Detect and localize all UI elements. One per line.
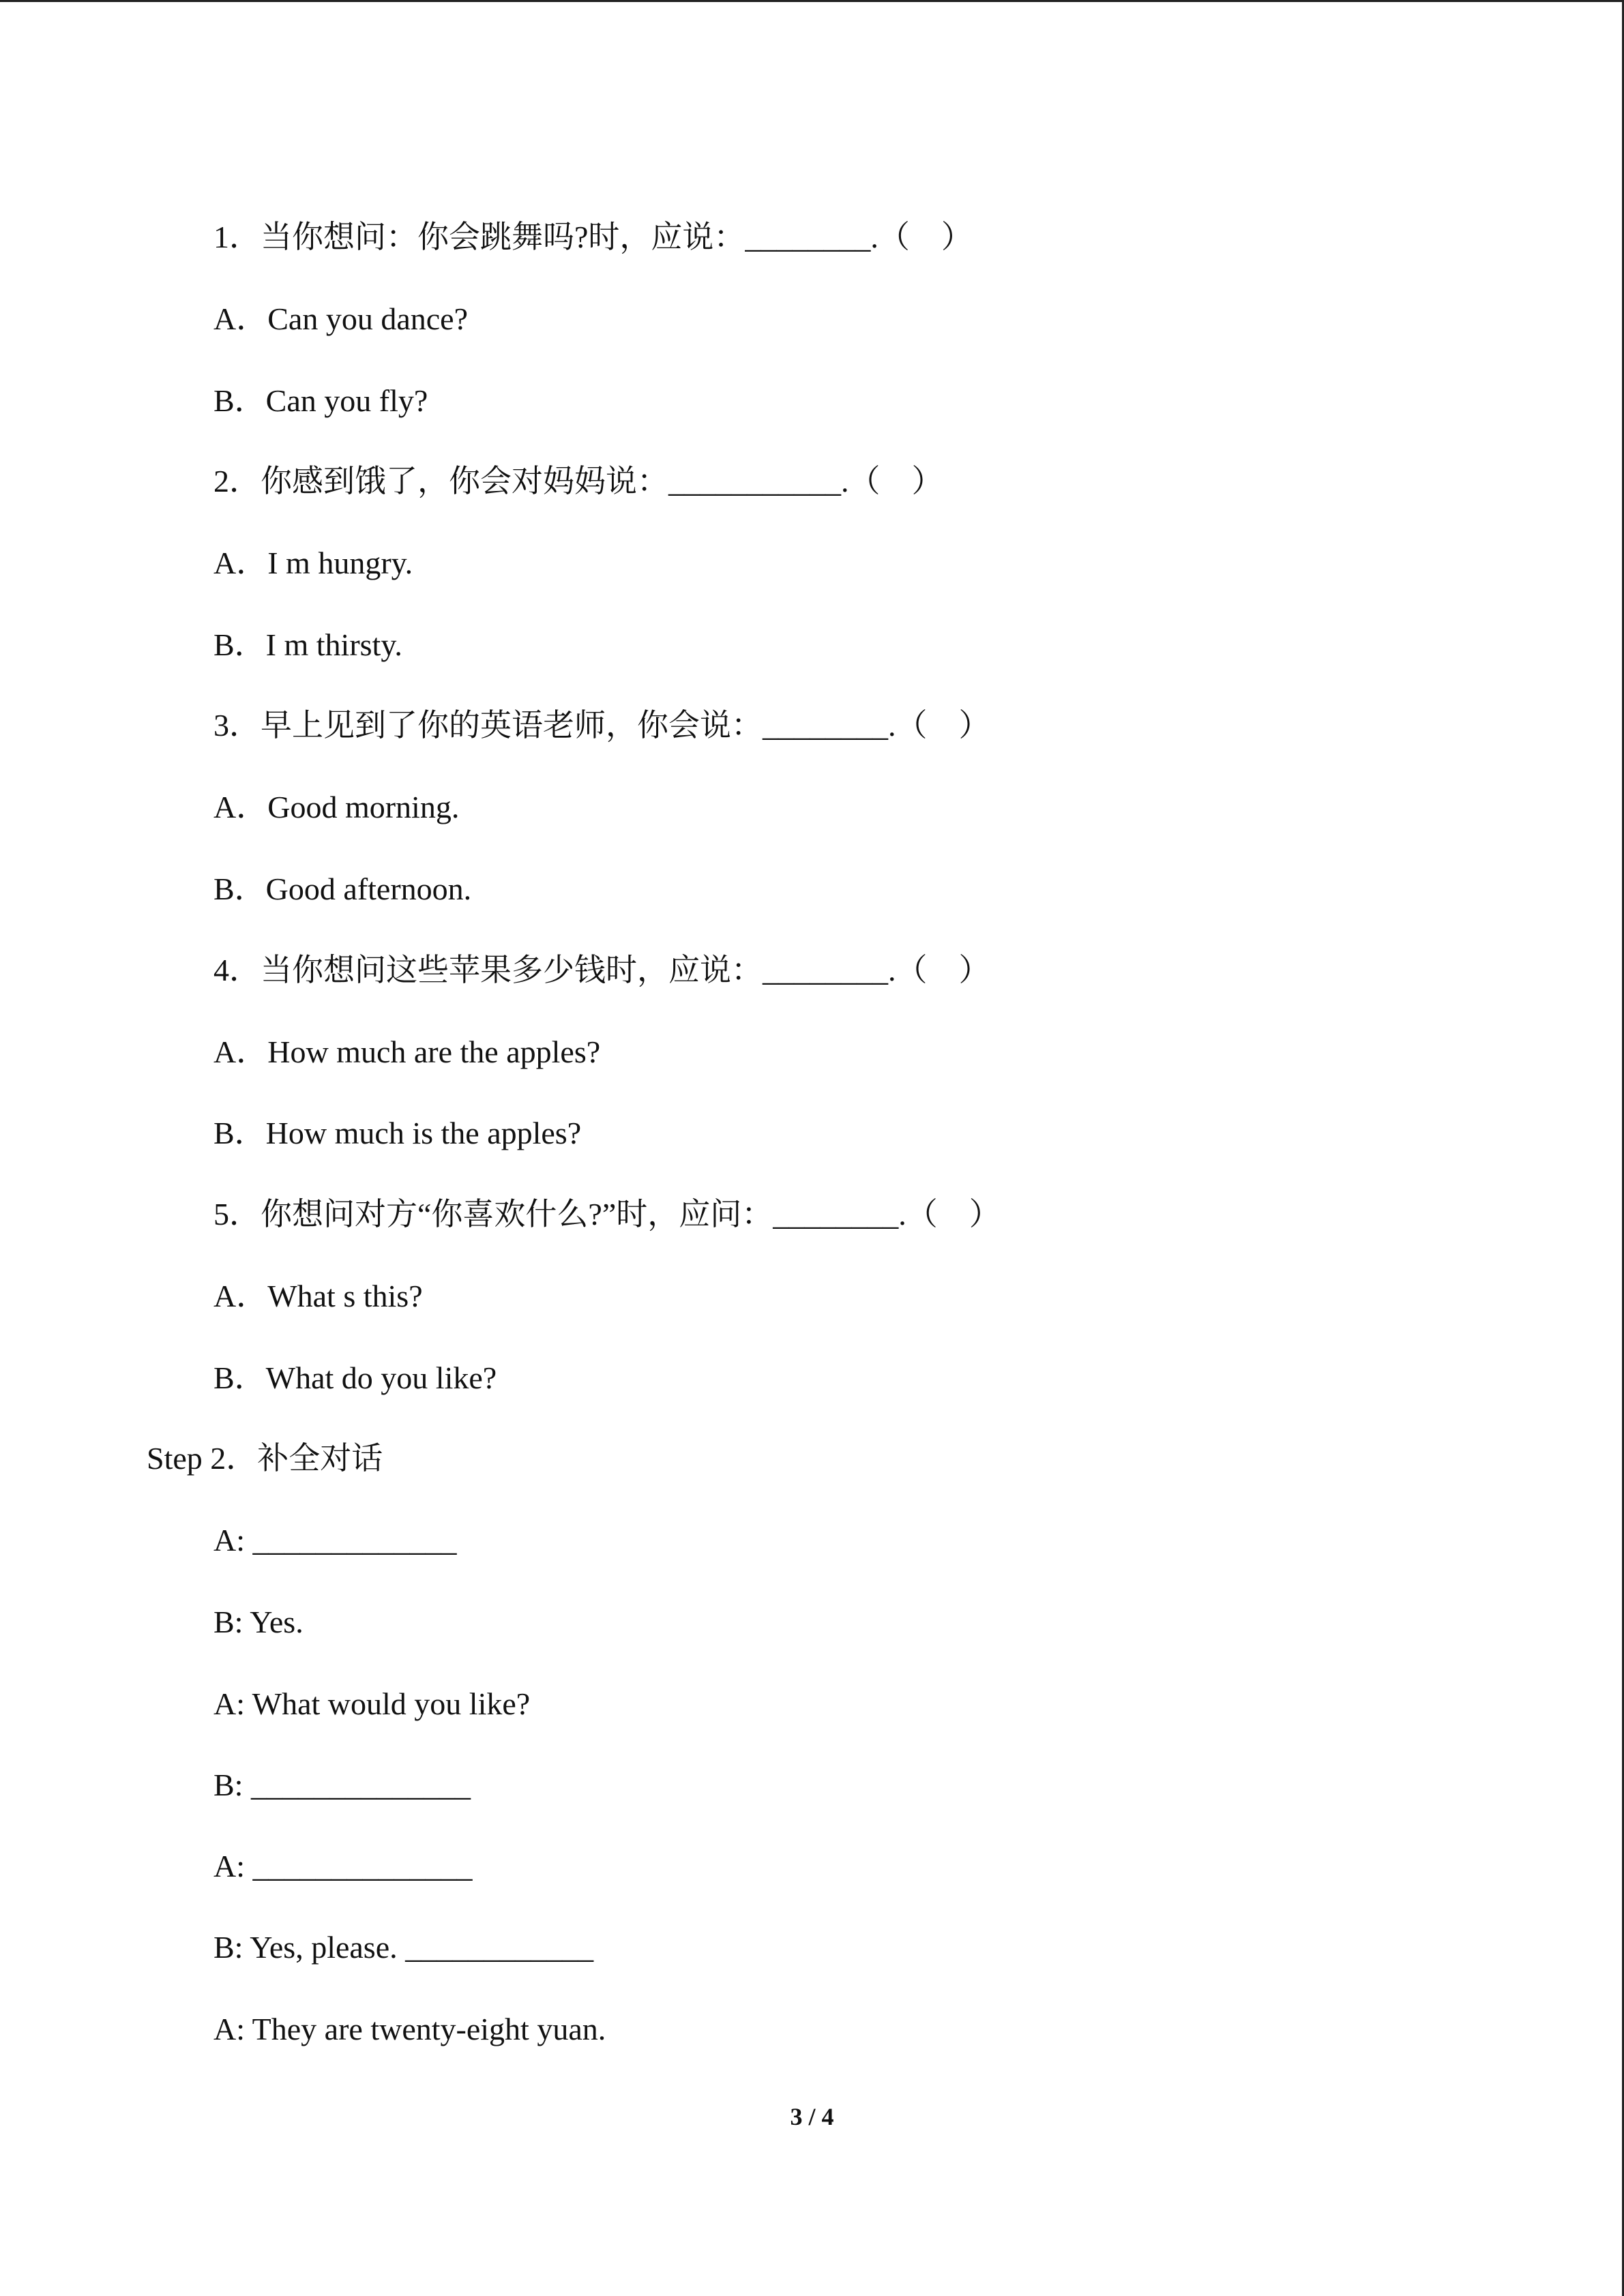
- step-2-heading: Step 2．补全对话: [147, 1441, 383, 1476]
- question-4-option-b: B．How much is the apples?: [213, 1116, 582, 1150]
- question-2-prompt: 2．你感到饿了，你会对妈妈说：___________.（ ）: [213, 464, 943, 498]
- question-1-option-b: B．Can you fly?: [213, 383, 428, 418]
- question-1-prompt: 1．当你想问：你会跳舞吗?时，应说：________.（ ）: [213, 220, 973, 254]
- question-2-option-a: A．I m hungry.: [213, 546, 413, 580]
- dialogue-line: A: They are twenty-eight yuan.: [213, 2012, 606, 2046]
- dialogue-line: A: _____________: [213, 1523, 457, 1557]
- question-5-option-a: A．What s this?: [213, 1279, 423, 1313]
- question-4-option-a: A．How much are the apples?: [213, 1034, 601, 1069]
- dialogue-line: A: ______________: [213, 1849, 473, 1883]
- question-2-option-b: B．I m thirsty.: [213, 627, 402, 662]
- dialogue-line: B: ______________: [213, 1768, 471, 1802]
- question-5-prompt: 5．你想问对方“你喜欢什么?”时，应问：________.（ ）: [213, 1197, 1001, 1232]
- question-5-option-b: B．What do you like?: [213, 1360, 497, 1395]
- page-number: 3 / 4: [790, 2103, 834, 2130]
- dialogue-line: B: Yes.: [213, 1605, 304, 1639]
- dialogue-line: B: Yes, please. ____________: [213, 1930, 594, 1965]
- question-3-option-b: B．Good afternoon.: [213, 871, 472, 906]
- question-3-prompt: 3．早上见到了你的英语老师，你会说：________.（ ）: [213, 708, 990, 743]
- question-1-option-a: A．Can you dance?: [213, 301, 468, 336]
- dialogue-line: A: What would you like?: [213, 1686, 531, 1721]
- question-4-prompt: 4．当你想问这些苹果多少钱时，应说：________.（ ）: [213, 953, 990, 987]
- question-3-option-a: A．Good morning.: [213, 790, 460, 824]
